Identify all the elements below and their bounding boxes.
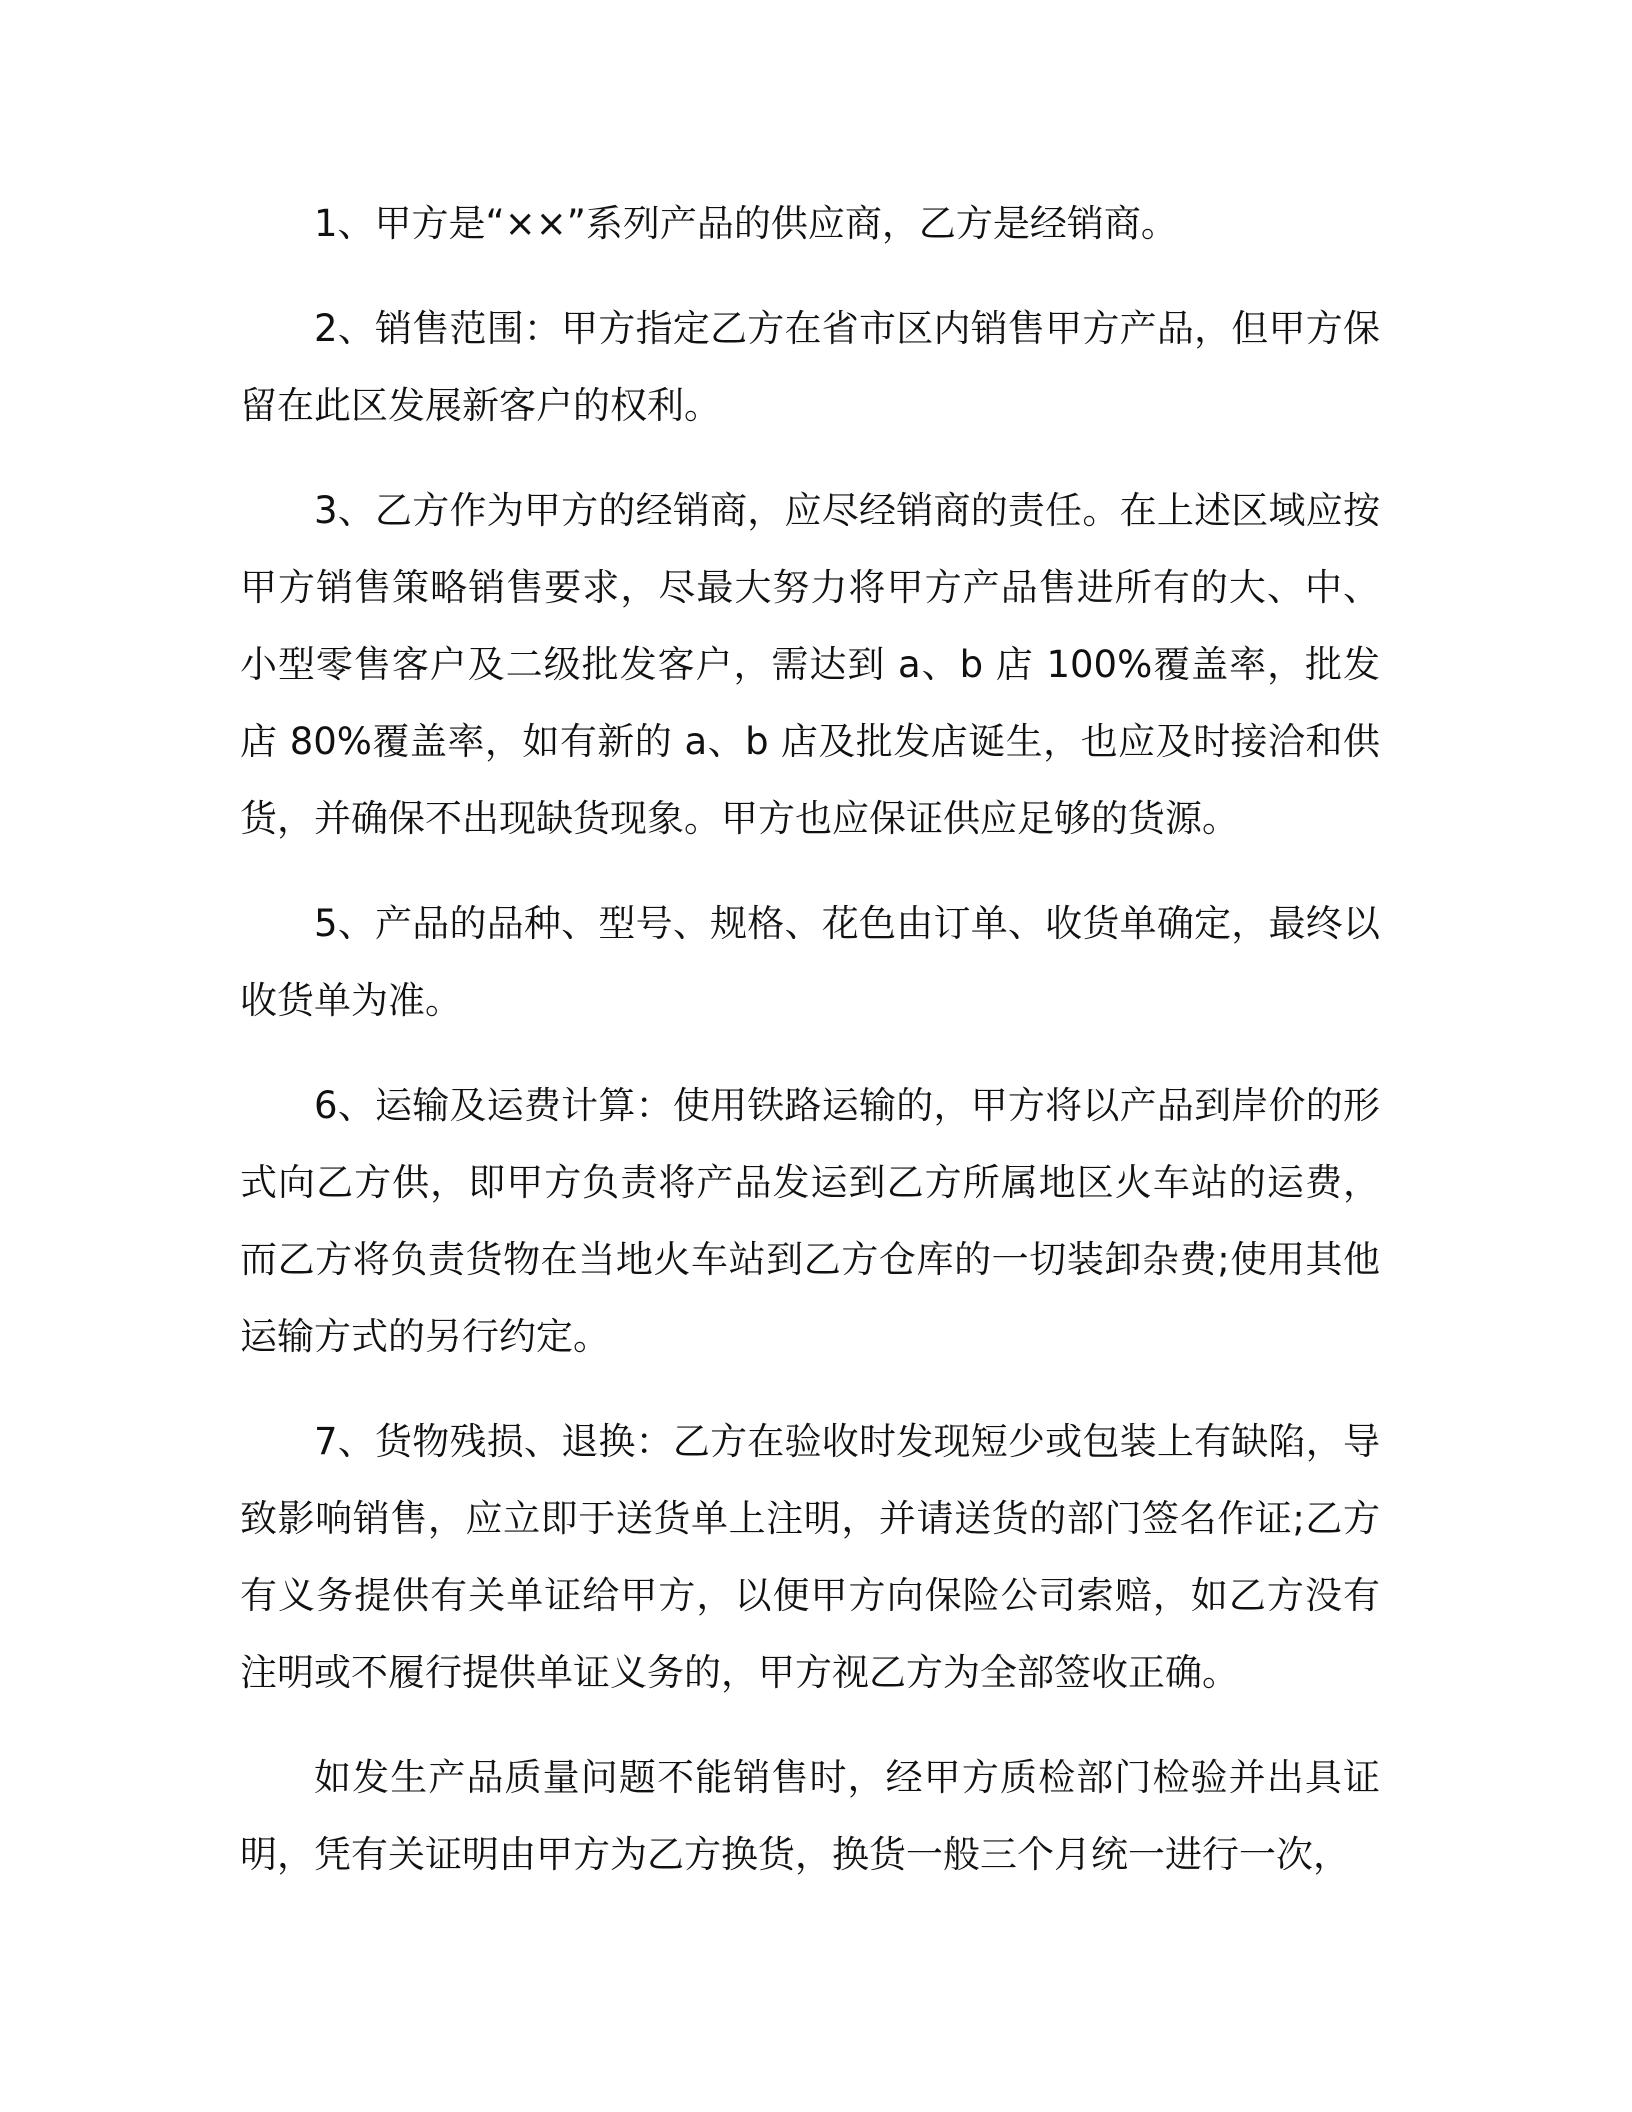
clause-3-paragraph: 3、乙方作为甲方的经销商，应尽经销商的责任。在上述区域应按甲方销售策略销售要求，尽最大努力将甲方产品售进所有的大、中、小型零售客户及二级批发客户，需达到 a、b 店 100%覆盖率，批发店 80%覆盖率，如有新的 a、b 店及批发店诞生，也应及时接洽和供货，并确保不出现缺货现象。甲方也应保证供应足够的货源。: [240, 489, 1380, 840]
clause-7-paragraph: 7、货物残损、退换：乙方在验收时发现短少或包装上有缺陷，导致影响销售，应立即于送货单上注明，并请送货的部门签名作证;乙方有义务提供有关单证给甲方，以便甲方向保险公司索赔，如乙方没有注明或不履行提供单证义务的，甲方视乙方为全部签收正确。: [240, 1420, 1380, 1694]
quality-issue-paragraph: 如发生产品质量问题不能销售时，经甲方质检部门检验并出具证明，凭有关证明由甲方为乙方换货，换货一般三个月统一进行一次，: [240, 1756, 1380, 1876]
clause-2-paragraph: 2、销售范围：甲方指定乙方在省市区内销售甲方产品，但甲方保留在此区发展新客户的权利。: [240, 307, 1380, 427]
clause-5-paragraph: 5、产品的品种、型号、规格、花色由订单、收货单确定，最终以收货单为准。: [240, 902, 1380, 1022]
document-body: [240, 185, 1380, 1921]
clause-1-paragraph: 1、甲方是“××”系列产品的供应商，乙方是经销商。: [314, 202, 1178, 245]
clause-6-paragraph: 6、运输及运费计算：使用铁路运输的，甲方将以产品到岸价的形式向乙方供，即甲方负责将产品发运到乙方所属地区火车站的运费，而乙方将负责货物在当地火车站到乙方仓库的一切装卸杂费;使用其他运输方式的另行约定。: [240, 1084, 1380, 1358]
